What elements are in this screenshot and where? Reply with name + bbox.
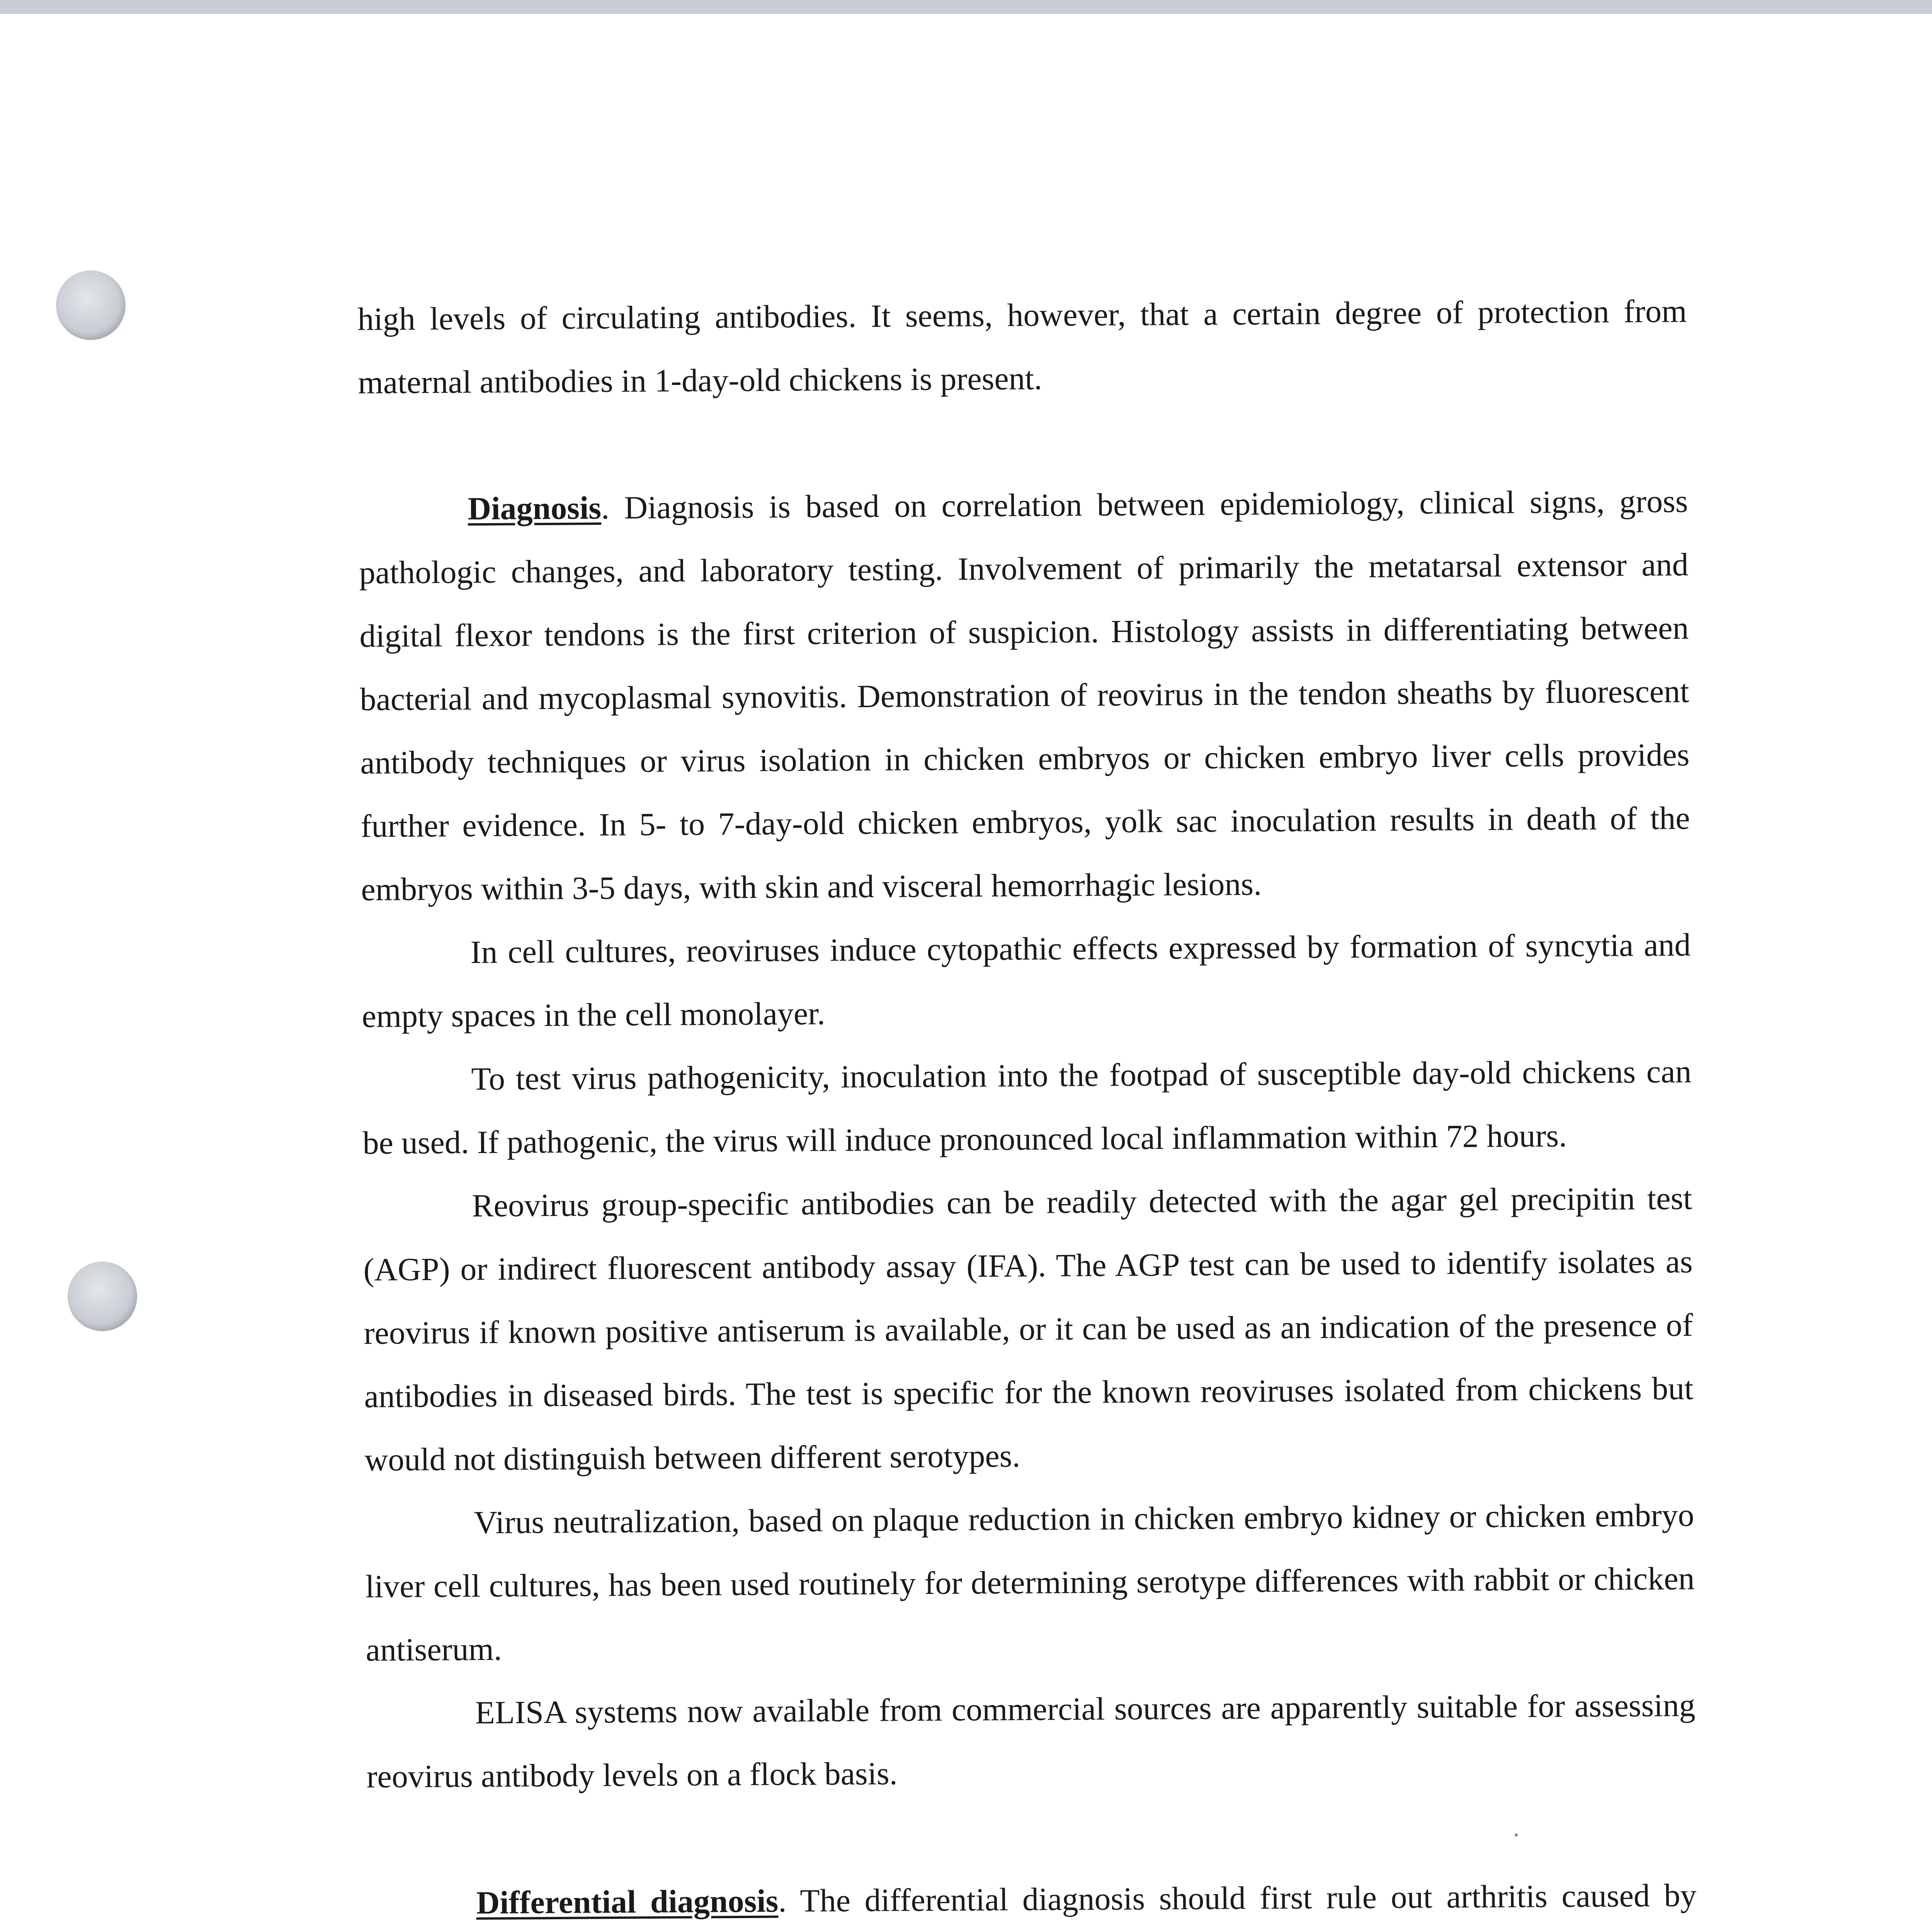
- diagnosis-heading: Diagnosis: [468, 490, 602, 527]
- diagnosis-paragraph-cell-cultures: In cell cultures, reoviruses induce cytopathic effects expressed by formation of syncytia and empty spaces in the cell monolayer.: [362, 927, 1691, 1034]
- scan-top-edge: [0, 0, 1932, 14]
- diagnosis-lead-text: . Diagnosis is based on correlation between epidemiology, clinical signs, gross pathologic changes, and laboratory testing. Involvement of primarily the metatarsal extensor and digital flexor tendons is the first criterion of suspicion. Histology assists in differentiating between bacterial and mycoplasmal synovitis. Demonstration of reovirus in the tendon sheaths by fluorescent antibody techniques or virus isolation in chicken embryos or chicken embryo liver cells provides further evidence. In 5- to 7-day-old chicken embryos, yolk sac inoculation results in death of the embryos within 3-5 days, with skin and visceral hemorrhagic lesions.: [359, 483, 1690, 908]
- diagnosis-paragraph-elisa: ELISA systems now available from commercial sources are apparently suitable for assessing reovirus antibody levels on a flock basis.: [366, 1687, 1696, 1795]
- differential-paragraph: [367, 1864, 1697, 1932]
- section-spacer: [358, 406, 1688, 478]
- section-spacer: [367, 1801, 1696, 1872]
- diagnosis-paragraph-pathogenicity: To test virus pathogenicity, inoculation into the footpad of susceptible day-old chickens can be used. If pathogenic, the virus will induce pronounced local inflammation within 72 hours.: [362, 1053, 1692, 1161]
- punch-hole-middle: [68, 1262, 137, 1331]
- diagnosis-paragraph-antibodies: Reovirus group-specific antibodies can be readily detected with the agar gel precipitin test (AGP) or indirect fluorescent antibody assay (IFA). The AGP test can be used to identify isolates as reovirus if known positive antiserum is available, or it can be used as an indication of the presence of antibodies in diseased birds. The test is specific for the known reoviruses isolated from chickens but would not distinguish between different serotypes.: [363, 1180, 1694, 1478]
- diagnosis-paragraph-neutralization: Virus neutralization, based on plaque reduction in chicken embryo kidney or chicken embryo liver cell cultures, has been used routinely for determining serotype differences with rabbit or chicken antiserum.: [365, 1497, 1695, 1668]
- punch-hole-top: [56, 270, 126, 340]
- document-body: [357, 280, 1697, 1932]
- diagnosis-paragraph: [359, 470, 1690, 922]
- differential-heading: Differential diagnosis: [476, 1883, 779, 1921]
- differential-text: . The differential diagnosis should first rule out arthritis caused by: [778, 1877, 1697, 1919]
- intro-paragraph: high levels of circulating antibodies. It seems, however, that a certain degree of protection from maternal antibodies in 1-day-old chickens is present.: [357, 293, 1687, 401]
